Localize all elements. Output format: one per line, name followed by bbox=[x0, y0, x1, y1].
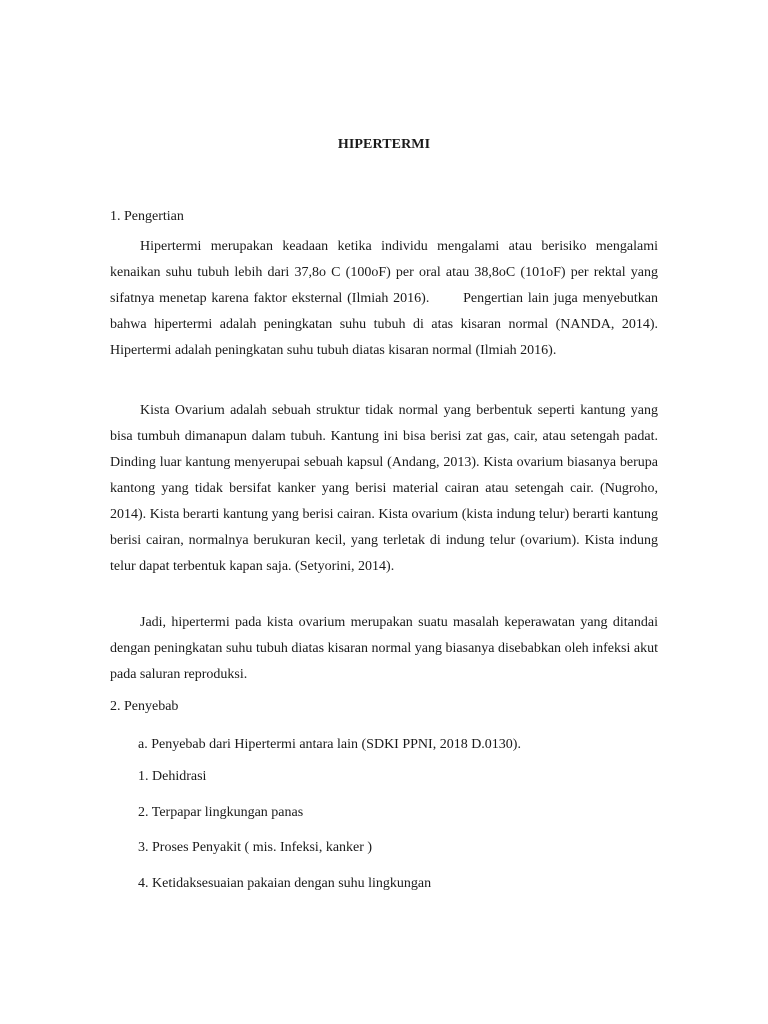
list-item: 3. Proses Penyakit ( mis. Infeksi, kanker ) bbox=[138, 840, 373, 855]
paragraph-conclusion: Jadi, hipertermi pada kista ovarium merupakan suatu masalah keperawatan yang ditandai dengan peningkatan suhu tubuh diatas kisaran normal yang biasanya disebabkan oleh infeksi akut pada saluran reproduksi. bbox=[110, 615, 658, 682]
paragraph-kista-ovarium: Kista Ovarium adalah sebuah struktur tidak normal yang berbentuk seperti kantung yang bisa tumbuh dimanapun dalam tubuh. Kantung ini bisa berisi zat gas, cair, atau setengah padat. Dinding luar kantung menyerupai sebuah kapsul (Andang, 2013). Kista ovarium biasanya berupa kantong yang tidak bersifat kanker yang berisi material cairan atau setengah cair. (Nugroho, 2014). Kista berarti kantung yang berisi cairan. Kista ovarium (kista indung telur) berarti kantung berisi cairan, normalnya berukuran kecil, yang terletak di indung telur (ovarium). Kista indung telur dapat terbentuk kapan saja. (Setyorini, 2014). bbox=[110, 403, 658, 574]
paragraph-definition: Hipertermi merupakan keadaan ketika individu mengalami atau berisiko mengalami kenaikan suhu tubuh lebih dari 37,8o C (100oF) per oral atau 38,8oC (101oF) per rektal yang sifatnya menetap karena faktor eksternal (Ilmiah 2016). Pengertian lain juga menyebutkan bahwa hipertermi adalah peningkatan suhu tubuh di atas kisaran normal (NANDA, 2014). Hipertermi adalah peningkatan suhu tubuh diatas kisaran normal (Ilmiah 2016). bbox=[110, 239, 658, 358]
list-item: 1. Dehidrasi bbox=[138, 769, 207, 784]
section-heading-penyebab: 2. Penyebab bbox=[110, 699, 179, 714]
section-heading-pengertian: 1. Pengertian bbox=[110, 209, 184, 224]
list-item: a. Penyebab dari Hipertermi antara lain (SDKI PPNI, 2018 D.0130). bbox=[138, 737, 521, 752]
list-item: 4. Ketidaksesuaian pakaian dengan suhu lingkungan bbox=[138, 876, 432, 891]
list-item: 2. Terpapar lingkungan panas bbox=[138, 805, 304, 820]
document-title: HIPERTERMI bbox=[337, 137, 431, 152]
